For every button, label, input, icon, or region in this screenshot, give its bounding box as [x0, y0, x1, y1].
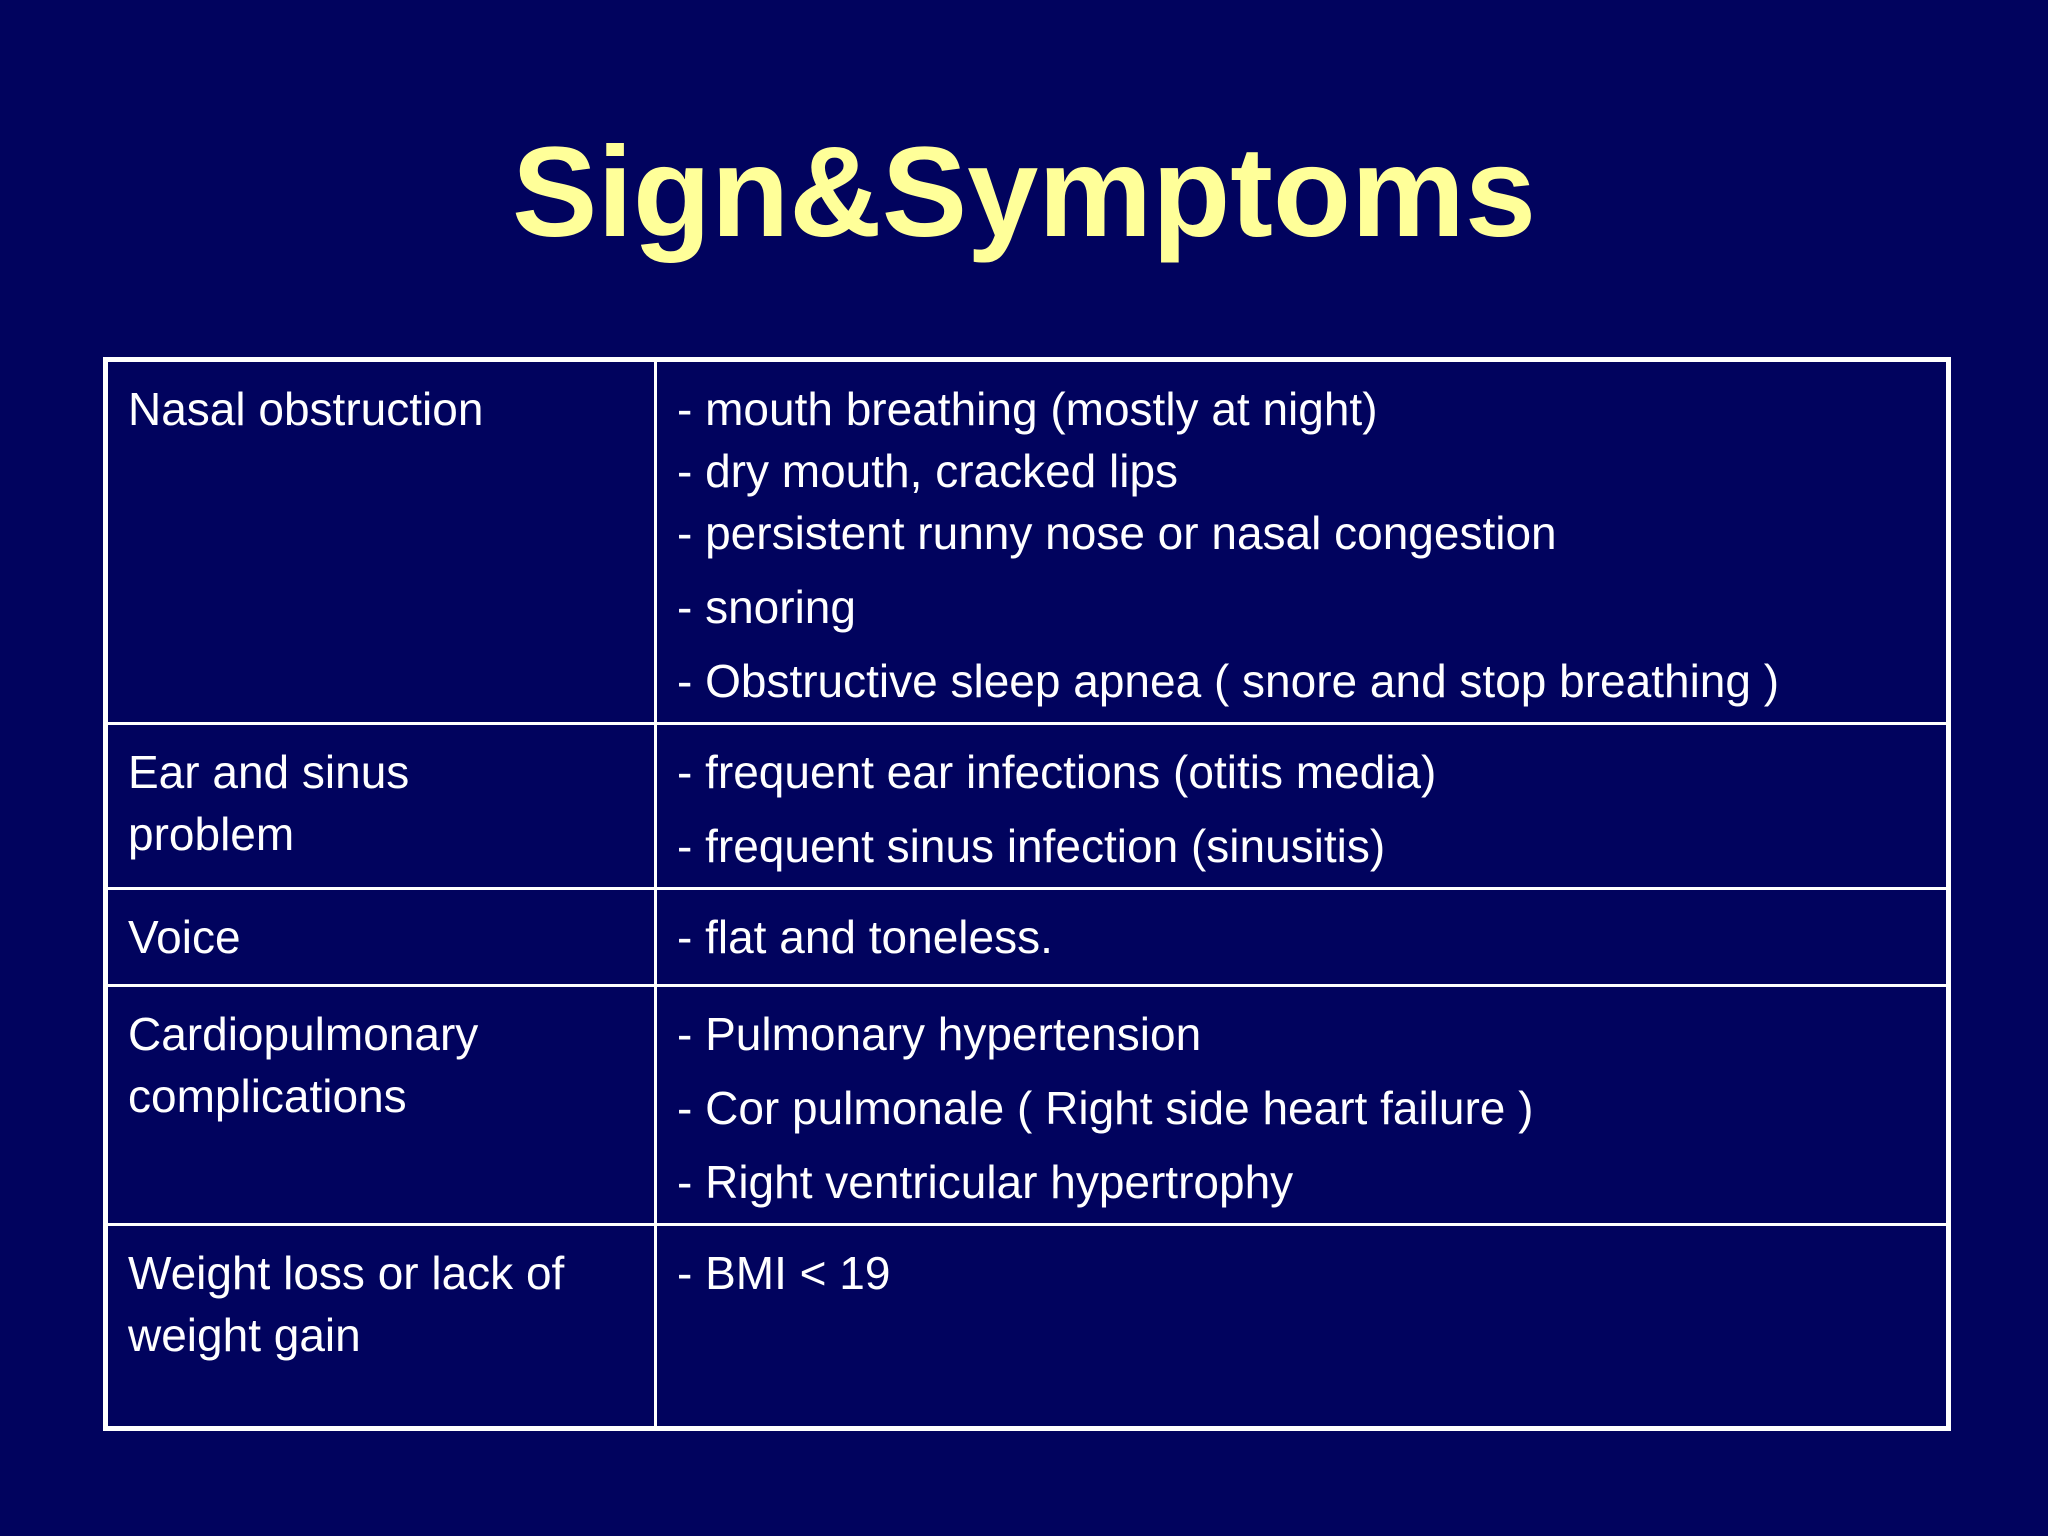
detail-line: - Cor pulmonale ( Right side heart failure ) [677, 1082, 1534, 1134]
category-line: Voice [128, 911, 241, 963]
symptoms-table [103, 357, 1951, 1431]
table-row [106, 724, 1949, 889]
detail-line: - snoring [677, 581, 856, 633]
detail-line: - Right ventricular hypertrophy [677, 1156, 1294, 1208]
details-cell [656, 724, 1949, 889]
category-cell [106, 1225, 656, 1429]
detail-line: - dry mouth, cracked lips [677, 445, 1179, 497]
category-line: problem [128, 808, 295, 860]
table-row [106, 889, 1949, 986]
category-cell [106, 889, 656, 986]
detail-line: - persistent runny nose or nasal congestion [677, 507, 1557, 559]
details-cell [656, 1225, 1949, 1429]
category-line: weight gain [128, 1309, 361, 1361]
details-cell [656, 889, 1949, 986]
category-cell [106, 360, 656, 724]
detail-line: - Obstructive sleep apnea ( snore and stop breathing ) [677, 655, 1780, 707]
detail-line: - frequent ear infections (otitis media) [677, 746, 1437, 798]
detail-line: - Pulmonary hypertension [677, 1008, 1202, 1060]
table-row [106, 360, 1949, 724]
detail-line: - mouth breathing (mostly at night) [677, 383, 1378, 435]
table-row [106, 1225, 1949, 1429]
category-line: Cardiopulmonary [128, 1008, 479, 1060]
details-cell [656, 360, 1949, 724]
category-cell [106, 986, 656, 1225]
category-line: Weight loss or lack of [128, 1247, 565, 1299]
detail-line: - flat and toneless. [677, 911, 1053, 963]
detail-line: - frequent sinus infection (sinusitis) [677, 820, 1386, 872]
slide-title: Sign&Symptoms [511, 121, 1537, 264]
category-line: Nasal obstruction [128, 383, 484, 435]
category-line: Ear and sinus [128, 746, 410, 798]
table-row [106, 986, 1949, 1225]
category-cell [106, 724, 656, 889]
details-cell [656, 986, 1949, 1225]
category-line: complications [128, 1070, 407, 1122]
detail-line: - BMI < 19 [677, 1247, 891, 1299]
